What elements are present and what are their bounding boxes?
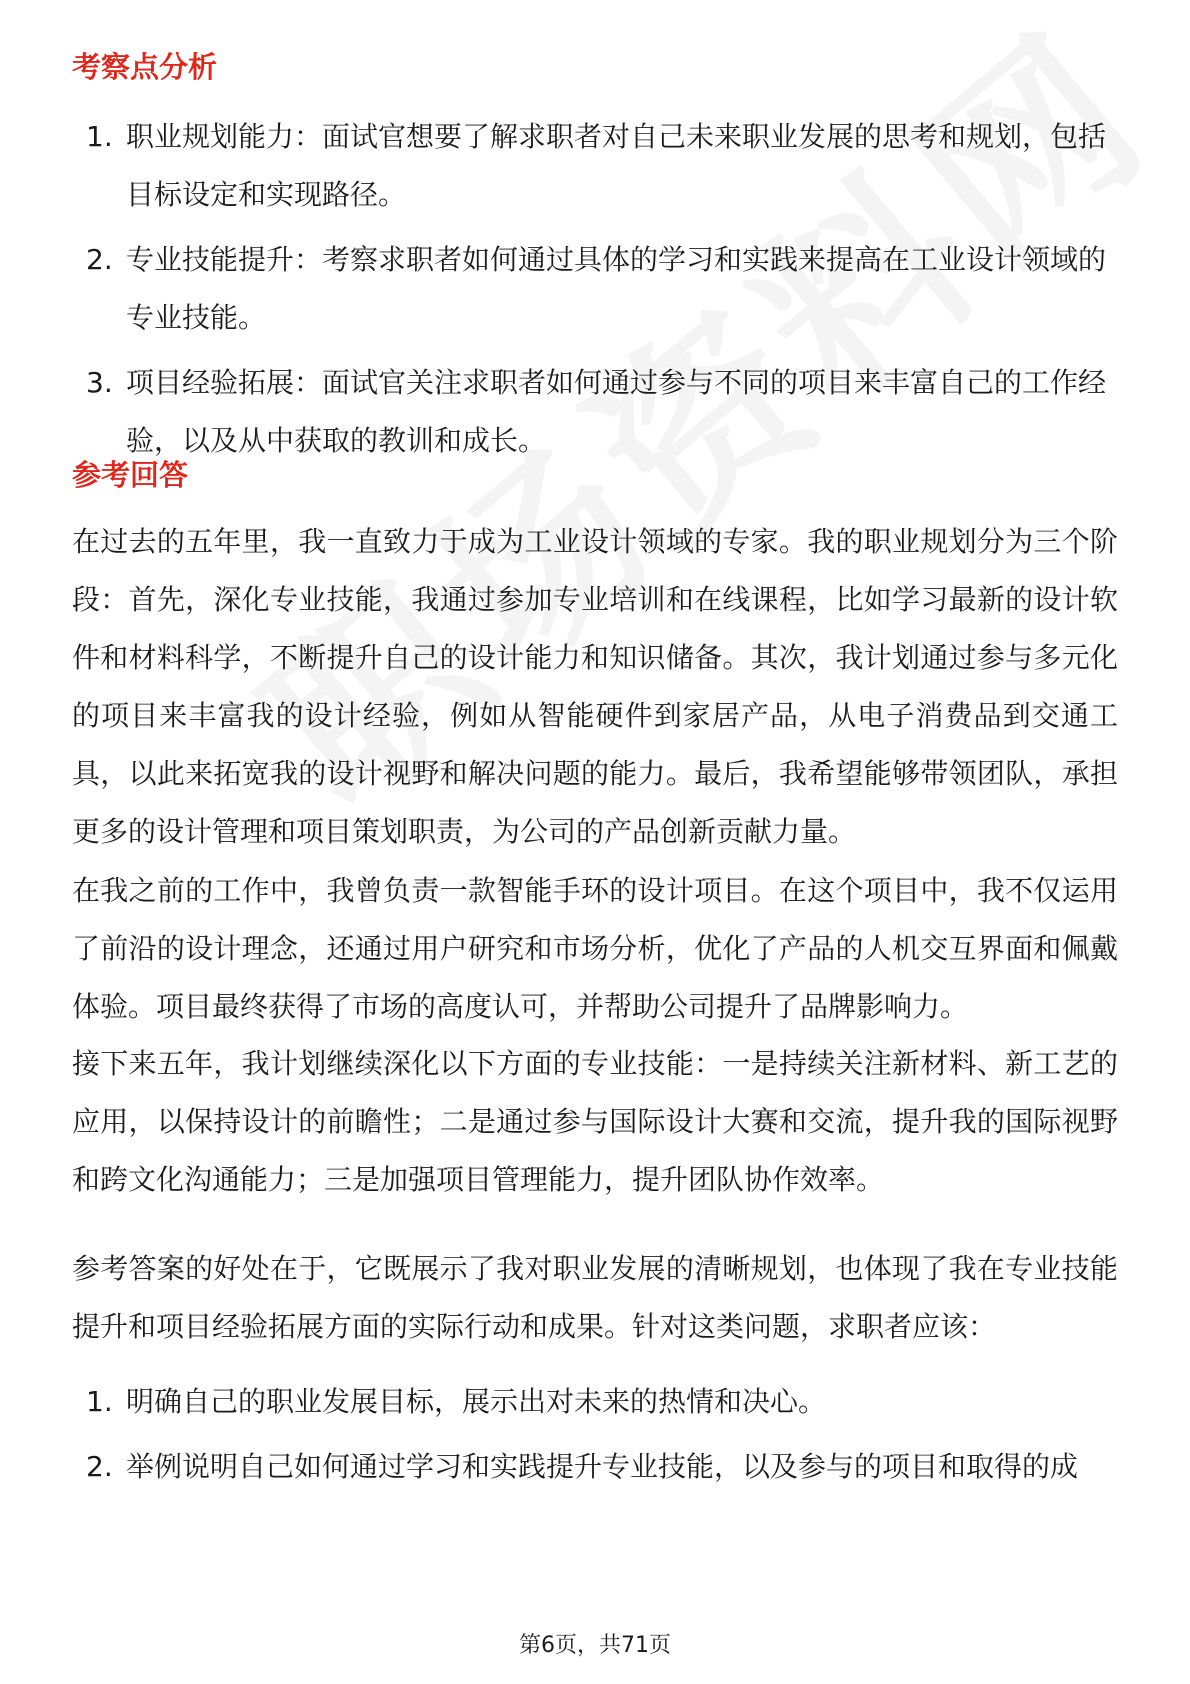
list-number: 2.	[86, 1450, 113, 1483]
list-number: 1.	[86, 120, 113, 153]
list-number: 3.	[86, 366, 113, 399]
list-item-text: 专业技能提升：考察求职者如何通过具体的学习和实践来提高在工业设计领域的专业技能。	[126, 243, 1107, 334]
list-number: 1.	[86, 1385, 113, 1418]
list-item	[72, 108, 1118, 224]
answer-paragraph: 参考答案的好处在于，它既展示了我对职业发展的清晰规划，也体现了我在专业技能提升和项目经验拓展方面的实际行动和成果。针对这类问题，求职者应该：	[72, 1252, 1118, 1343]
answer-paragraph: 接下来五年，我计划继续深化以下方面的专业技能：一是持续关注新材料、新工艺的应用，以保持设计的前瞻性；二是通过参与国际设计大赛和交流，提升我的国际视野和跨文化沟通能力；三是加强项目管理能力，提升团队协作效率。	[72, 1047, 1118, 1196]
list-item-text: 举例说明自己如何通过学习和实践提升专业技能，以及参与的项目和取得的成	[126, 1450, 1079, 1483]
list-item-text: 项目经验拓展：面试官关注求职者如何通过参与不同的项目来丰富自己的工作经验，以及从中获取的教训和成长。	[126, 366, 1107, 457]
list-item	[72, 1438, 1118, 1496]
list-item-text: 职业规划能力：面试官想要了解求职者对自己未来职业发展的思考和规划，包括目标设定和实现路径。	[126, 120, 1107, 211]
section-title-analysis: 考察点分析	[72, 50, 218, 84]
answer-paragraph: 在过去的五年里，我一直致力于成为工业设计领域的专家。我的职业规划分为三个阶段：首先，深化专业技能，我通过参加专业培训和在线课程，比如学习最新的设计软件和材料科学，不断提升自己的设计能力和知识储备。其次，我计划通过参与多元化的项目来丰富我的设计经验，例如从智能硬件到家居产品，从电子消费品到交通工具，以此来拓宽我的设计视野和解决问题的能力。最后，我希望能够带领团队，承担更多的设计管理和项目策划职责，为公司的产品创新贡献力量。	[72, 525, 1118, 848]
tips-list	[72, 1373, 1118, 1496]
answer-paragraph: 在我之前的工作中，我曾负责一款智能手环的设计项目。在这个项目中，我不仅运用了前沿的设计理念，还通过用户研究和市场分析，优化了产品的人机交互界面和佩戴体验。项目最终获得了市场的高度认可，并帮助公司提升了品牌影响力。	[72, 874, 1118, 1023]
list-item	[72, 1373, 1118, 1431]
page-footer: 第6页，共71页	[519, 1633, 671, 1658]
list-number: 2.	[86, 243, 113, 276]
list-item	[72, 231, 1118, 347]
list-item	[72, 354, 1118, 470]
analysis-list	[72, 108, 1118, 470]
section-title-answer: 参考回答	[72, 458, 189, 492]
list-item-text: 明确自己的职业发展目标，展示出对未来的热情和决心。	[126, 1385, 827, 1418]
